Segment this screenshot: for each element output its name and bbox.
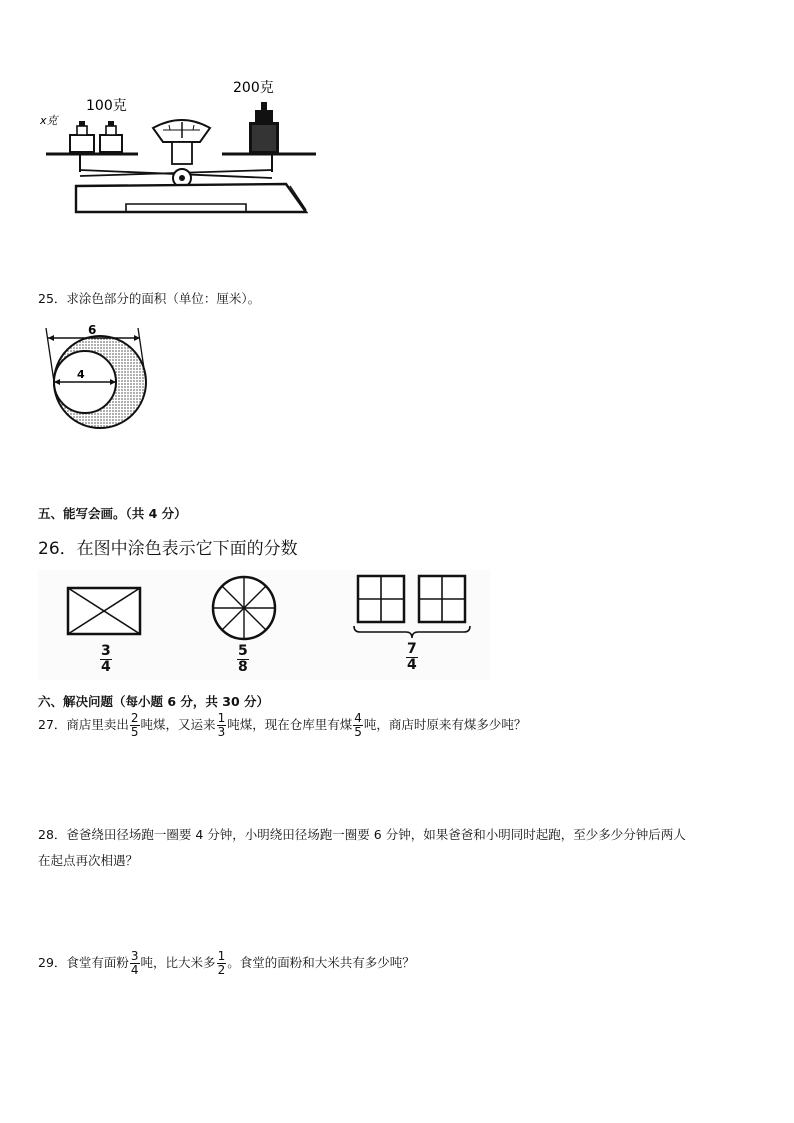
q27-text-2: 吨煤，又运来 <box>140 717 216 732</box>
q27-text-4: 吨，商店时原来有煤多少吨？ <box>363 717 527 732</box>
q27-text-3: 吨煤，现在仓库里有煤 <box>227 717 353 732</box>
q27-fraction-1-3: $\frac{1}{3}$ <box>217 711 226 739</box>
section-5-title: 五、能写会画。（共 4 分） <box>38 506 187 521</box>
q29-text-1: 29．食堂有面粉 <box>38 955 129 970</box>
q29-fraction-3-4: $\frac{3}{4}$ <box>130 949 139 977</box>
q27-fraction-2-5: $\frac{2}{5}$ <box>130 711 139 739</box>
two-squares-shape[interactable] <box>358 576 465 622</box>
question-26-figure <box>38 570 490 680</box>
brace <box>354 626 470 638</box>
label-200-gram: 200克 <box>233 80 274 96</box>
q28-line-1: 28．爸爸绕田径场跑一圈要 4 分钟，小明绕田径场跑一圈要 6 分钟，如果爸爸和小明同时起跑，至少多少分钟后两人 <box>38 827 686 842</box>
fraction-3-4: $\frac{3}{4}$ <box>101 643 111 675</box>
question-25-number: 25 <box>38 291 54 306</box>
question-27 <box>38 712 526 739</box>
question-25-text: ．求涂色部分的面积（单位：厘米）。 <box>53 291 261 306</box>
q27-fraction-4-5: $\frac{4}{5}$ <box>354 711 362 739</box>
q28-line-2: 在起点再次相遇？ <box>38 853 139 868</box>
label-x-gram: x克 <box>40 114 58 127</box>
rectangle-x-shape[interactable] <box>68 588 140 634</box>
label-outer-6: 6 <box>88 323 97 337</box>
question-26: 26．在图中涂色表示它下面的分数 <box>38 539 298 559</box>
label-100-gram: 100克 <box>86 98 127 114</box>
weight-x <box>70 135 94 152</box>
section-6-title: 六、解决问题（每小题 6 分，共 30 分） <box>38 694 270 709</box>
weight-100 <box>100 135 122 152</box>
q29-text-3: 。食堂的面粉和大米共有多少吨？ <box>227 955 415 970</box>
q27-text-1: 27．商店里卖出 <box>38 717 129 732</box>
label-inner-4: 4 <box>77 368 85 381</box>
crescent-circle-figure <box>40 320 160 440</box>
fraction-7-4: $\frac{7}{4}$ <box>407 641 417 673</box>
q29-text-2: 吨，比大米多 <box>140 955 216 970</box>
circle-8-sectors-shape[interactable] <box>213 577 275 639</box>
question-28 <box>38 822 768 874</box>
fraction-5-8: $\frac{5}{8}$ <box>238 643 248 675</box>
balance-scale-figure <box>36 78 326 220</box>
question-29 <box>38 950 415 977</box>
q29-fraction-1-2: $\frac{1}{2}$ <box>217 949 226 977</box>
question-25 <box>38 290 260 308</box>
